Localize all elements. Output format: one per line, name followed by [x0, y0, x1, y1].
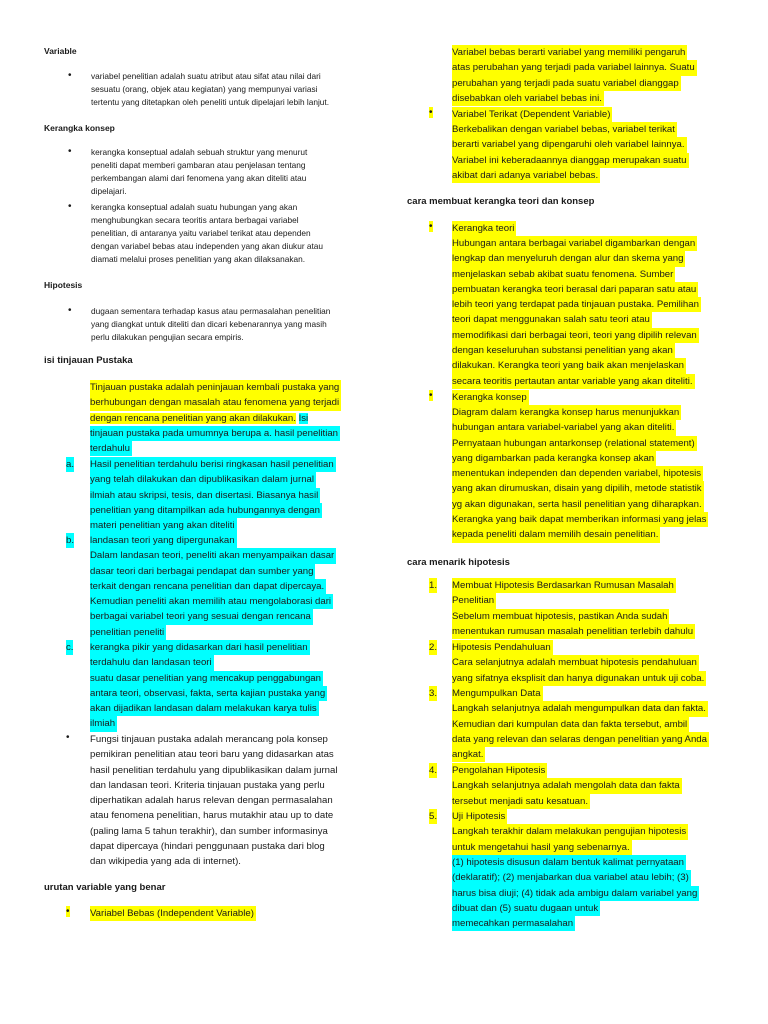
text-line: terkait dengan rencana penelitian dan dapat dipercaya. [90, 579, 326, 594]
text-line: ilmiah [90, 716, 117, 731]
bullet-icon: • [68, 201, 72, 212]
cara-hipotesis-heading: cara menarik hipotesis [407, 557, 510, 568]
bullet-icon: • [68, 70, 72, 81]
variable-bullet-text [91, 70, 329, 109]
fungsi-text [90, 732, 337, 870]
intro-line: terdahulu [90, 441, 132, 456]
text-line: dengan variabel bebas atau independen yang akan diukur atau [91, 241, 324, 251]
text-line: teori dapat menggunakan salah satu teori atau [452, 312, 652, 327]
intro-cyan-start: Isi [298, 412, 309, 424]
kerangka-konsep-heading: Kerangka konsep [44, 123, 115, 133]
text-line: atau fenomena penelitian, harus mutakhir atau up to date [90, 810, 334, 822]
text-line: materi penelitian yang akan diteliti [90, 518, 237, 533]
text-line: variabel penelitian adalah suatu atribut atau sifat atau nilai dari [91, 71, 321, 81]
text-line: tersebut menjadi satu kesatuan. [452, 794, 590, 809]
text-line: antara teori, observasi, fakta, serta kajian pustaka yang [90, 686, 327, 701]
terikat-block [452, 107, 612, 122]
text-line: sesuatu (orang, objek atau kegiatan) yang mempunyai variasi [91, 84, 318, 94]
kerangka-teori-label: Kerangka teori [452, 221, 516, 236]
text-line: pemikiran penelitian atau teori baru yang didasarkan atas [90, 749, 334, 761]
text-line: hasil penelitian terdahulu yang dipublikasikan dalam jurnal [90, 764, 338, 776]
variable-heading: Variable [44, 46, 77, 56]
text-line: lengkap dan menyeluruh dengan alur dan skema yang [452, 251, 685, 266]
cara-kerangka-heading: cara membuat kerangka teori dan konsep [407, 196, 595, 207]
step-3-text [452, 686, 709, 762]
bullet-icon: • [429, 107, 433, 118]
text-line: lebih teori yang terdapat pada tinjauan pustaka. Pemilihan [452, 297, 701, 312]
text-line: data yang relevan dan selaras dengan penelitian yang Anda [452, 732, 709, 747]
item-b-text [90, 533, 336, 640]
bebas-description [452, 45, 697, 106]
list-number-4: 4. [429, 763, 437, 778]
text-line: kerangka pikir yang didasarkan dari hasil penelitian [90, 640, 310, 655]
urutan-bullet [90, 906, 256, 921]
intro-line: dengan rencana penelitian yang akan dilakukan. [90, 412, 296, 424]
text-line: penelitian, di antaranya yaitu variabel terikat atau dependen [91, 228, 311, 238]
text-line: memodifikasi dari berbagai teori, teori yang dipilih relevan [452, 328, 699, 343]
text-line: Hipotesis Pendahuluan [452, 640, 553, 655]
list-marker-b: b. [66, 533, 74, 548]
step-5-criteria [452, 855, 699, 931]
text-line: yang telah dilakukan dan dipublikasikan dalam jurnal [90, 472, 316, 487]
text-line: yang diangkat untuk diteliti dan dicari kebenarannya yang masih [91, 319, 327, 329]
text-line: atas perubahan yang terjadi pada variabel lainnya. Suatu [452, 60, 697, 75]
kerangka-teori-text [452, 236, 701, 389]
text-line: yg akan digunakan, serta hasil penelitian yang diharapkan. [452, 497, 704, 512]
text-line: (paling lama 5 tahun terakhir), dan sumber informasinya [90, 825, 328, 837]
text-line: penelitian yang ditampilkan ada hubungannya dengan [90, 503, 322, 518]
text-line: menghubungkan secara teoritis antara berbagai variabel [91, 215, 299, 225]
text-line: Kerangka yang baik dapat memberikan informasi yang jelas [452, 512, 708, 527]
intro-line: Tinjauan pustaka adalah peninjauan kembali pustaka yang [90, 380, 341, 395]
text-line: (1) hipotesis disusun dalam bentuk kalimat pernyataan [452, 855, 686, 870]
text-line: disebabkan oleh variabel bebas ini. [452, 91, 604, 106]
list-number-2: 2. [429, 640, 437, 655]
text-line: Kemudian peneliti akan memilih atau mengolaborasi dari [90, 594, 333, 609]
tinjauan-intro [90, 380, 341, 456]
text-line: Langkah selanjutnya adalah mengumpulkan data dan fakta. [452, 701, 708, 716]
text-line: Langkah terakhir dalam melakukan pengujian hipotesis [452, 824, 688, 839]
text-line: perubahan yang terjadi pada suatu variabel dianggap [452, 76, 681, 91]
text-line: ilmiah atau skripsi, tesis, dan disertasi. Biasanya hasil [90, 488, 320, 503]
list-marker-c: c. [66, 640, 73, 655]
text-line: dibuat dan (5) suatu dugaan untuk [452, 901, 600, 916]
text-line: Cara selanjutnya adalah membuat hipotesis pendahuluan [452, 655, 699, 670]
tinjauan-heading: isi tinjauan Pustaka [44, 355, 133, 366]
text-line: Membuat Hipotesis Berdasarkan Rumusan Masalah [452, 578, 676, 593]
item-a-text [90, 457, 336, 533]
list-number-5: 5. [429, 809, 437, 824]
intro-line: tinjauan pustaka pada umumnya berupa a. hasil penelitian [90, 426, 340, 441]
intro-line: berhubungan dengan masalah atau fenomena yang terjadi [90, 395, 341, 410]
text-line: secara teoritis pertautan antar variable yang akan diteliti. [452, 374, 695, 389]
bullet-icon: • [429, 221, 433, 232]
text-line: berbagai variabel teori yang sesuai dengan rencana [90, 609, 313, 624]
kerangka-bullet-2 [91, 201, 323, 266]
bullet-icon: • [68, 305, 72, 316]
text-line: Diagram dalam kerangka konsep harus menunjukkan [452, 405, 681, 420]
hipotesis-heading: Hipotesis [44, 280, 83, 290]
step-2-text [452, 640, 706, 686]
text-line: suatu dasar penelitian yang mencakup penggabungan [90, 671, 323, 686]
text-line: akan dijadikan landasan dalam melakukan karya tulis [90, 701, 319, 716]
text-line: Penelitian [452, 593, 496, 608]
variabel-bebas-label: Variabel Bebas (Independent Variable) [90, 906, 256, 921]
text-line: dengan keseluruhan substansi penelitian yang akan [452, 343, 675, 358]
bullet-icon: • [68, 146, 72, 157]
text-line: angkat. [452, 747, 485, 762]
text-line: Mengumpulkan Data [452, 686, 543, 701]
text-line: Berkebalikan dengan variabel bebas, variabel terikat [452, 122, 677, 137]
text-line: diperhatikan adalah harus relevan dengan permasalahan [90, 795, 333, 807]
text-line: tertentu yang ditetapkan oleh peneliti untuk dipelajari lebih lanjut. [91, 97, 330, 107]
text-line: Fungsi tinjauan pustaka adalah merancang pola konsep [90, 734, 328, 745]
text-line: dilakukan. Kerangka teori yang baik akan menjelaskan [452, 358, 686, 373]
text-line: kerangka konseptual adalah suatu hubungan yang akan [91, 202, 298, 212]
text-line: harus bisa diuji; (4) tidak ada ambigu dalam variabel yang [452, 886, 699, 901]
text-line: akibat dari adanya variabel bebas. [452, 168, 600, 183]
text-line: dan wikipedia yang ada di internet). [90, 856, 241, 868]
bullet-icon: • [429, 390, 433, 401]
text-line: perkembangan alami dari fenomena yang akan diteliti atau [91, 173, 307, 183]
list-number-1: 1. [429, 578, 437, 593]
text-line: (deklaratif); (2) menjabarkan dua variabel atau lebih; (3) [452, 870, 691, 885]
hipotesis-bullet-text [91, 305, 330, 344]
step-5-text [452, 809, 688, 855]
bullet-icon: • [66, 732, 70, 743]
text-line: pembuatan kerangka teori berasal dari paparan satu atau [452, 282, 698, 297]
kerangka-bullet-1 [91, 146, 307, 198]
step-4-text [452, 763, 682, 809]
text-line: menentukan rumusan masalah penelitian terlebih dahulu [452, 624, 695, 639]
text-line: Variabel ini keberadaannya dianggap merupakan suatu [452, 153, 689, 168]
text-line: yang digambarkan pada kerangka konsep akan [452, 451, 656, 466]
text-line: untuk mengetahui hasil yang sebenarnya. [452, 840, 632, 855]
text-line: hubungan antara variabel-variabel yang akan diteliti. [452, 420, 676, 435]
kerangka-teori-label-block [452, 221, 516, 236]
text-line: Sebelum membuat hipotesis, pastikan Anda sudah [452, 609, 669, 624]
text-line: berarti variabel yang dipengaruhi oleh variabel lainnya. [452, 137, 687, 152]
text-line: diamati melalui proses penelitian yang akan dilaksanakan. [91, 254, 306, 264]
text-line: menjelaskan sebab akibat suatu fenomena. Sumber [452, 267, 675, 282]
urutan-heading: urutan variable yang benar [44, 882, 166, 893]
text-line: Langkah selanjutnya adalah mengolah data dan fakta [452, 778, 682, 793]
text-line: Hasil penelitian terdahulu berisi ringkasan hasil penelitian [90, 457, 336, 472]
text-line: dan landasan teori. Kriteria tinjauan pustaka yang perlu [90, 779, 325, 791]
text-line: kerangka konseptual adalah sebuah struktur yang menurut [91, 147, 308, 157]
kerangka-konsep-text [452, 405, 708, 543]
text-line: menentukan independen dan dependen variabel, hipotesis [452, 466, 703, 481]
text-line: Dalam landasan teori, peneliti akan menyampaikan dasar [90, 548, 336, 563]
list-marker-a: a. [66, 457, 74, 472]
text-line: memecahkan permasalahan [452, 916, 575, 931]
kerangka-konsep-label: Kerangka konsep [452, 390, 529, 405]
text-line: peneliti dapat memberi gambaran atau penjelasan tentang [91, 160, 306, 170]
text-line: yang sifatnya eksplisit dan hanya digunakan untuk uji coba. [452, 671, 706, 686]
text-line: penelitian peneliti [90, 625, 166, 640]
terikat-label: Variabel Terikat (Dependent Variable) [452, 107, 612, 122]
text-line: Uji Hipotesis [452, 809, 507, 824]
text-line: Pernyataan hubungan antarkonsep (relational statement) [452, 436, 697, 451]
text-line: yang akan dirumuskan, disain yang dipilih, metode statistik [452, 481, 704, 496]
terikat-description [452, 122, 689, 183]
text-line: dipelajari. [91, 186, 127, 196]
text-line: dugaan sementara terhadap kasus atau permasalahan penelitian [91, 306, 331, 316]
text-line: Pengolahan Hipotesis [452, 763, 547, 778]
bullet-icon: • [66, 906, 70, 917]
text-line: Hubungan antara berbagai variabel digambarkan dengan [452, 236, 697, 251]
text-line: perlu dilakukan pengujian secara empiris. [91, 332, 244, 342]
text-line: dapat dipercaya (hindari penggunaan pustaka dari blog [90, 841, 325, 853]
text-line: landasan teori yang dipergunakan [90, 533, 237, 548]
text-line: Variabel bebas berarti variabel yang memiliki pengaruh [452, 45, 687, 60]
kerangka-konsep-label-block [452, 390, 529, 405]
text-line: kepada peneliti dalam memilih desain penelitian. [452, 527, 660, 542]
step-1-text [452, 578, 695, 639]
text-line: Kemudian dari kumpulan data dan fakta tersebut, ambil [452, 717, 689, 732]
text-line: terdahulu dan landasan teori [90, 655, 214, 670]
list-number-3: 3. [429, 686, 437, 701]
text-line: dasar teori dari berbagai pendapat dan sumber yang [90, 564, 315, 579]
item-c-text [90, 640, 327, 732]
